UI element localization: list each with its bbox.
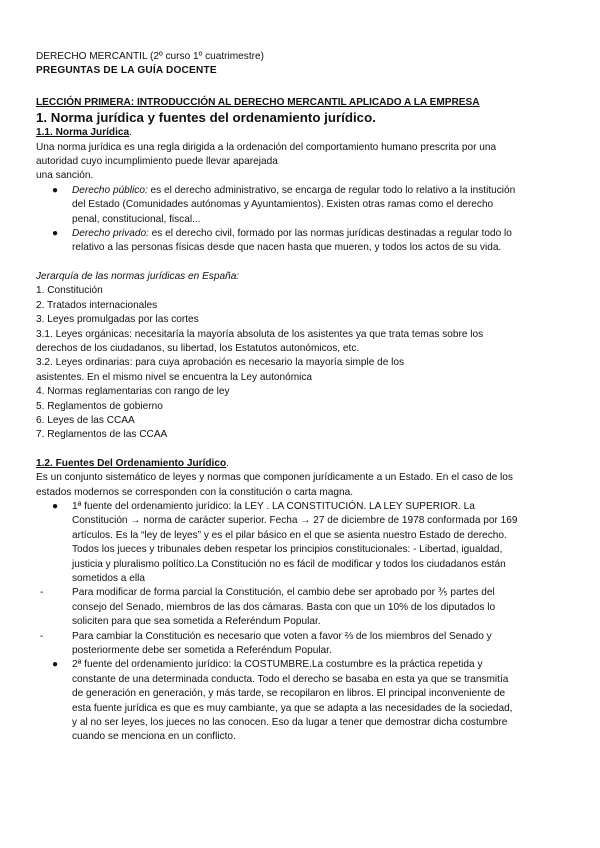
hierarchy-line: 3.1. Leyes orgánicas: necesitaría la mayoría absoluta de los asistentes ya que trata temas sobre los (36, 328, 484, 340)
list-item: - Para modificar de forma parcial la Constitución, el cambio debe ser aprobado por ⅗ partes del consejo del Senado, miembros de las dos cámaras. Basta con que un 10% de los diputados lo soliciten para que sea sometida a Referéndum Popular. (40, 587, 496, 628)
dash-marker: - (40, 587, 44, 599)
law-types-list (36, 184, 572, 256)
bullet-marker: ● (52, 500, 59, 512)
list-item: ● Derecho privado: es el derecho civil, formado por las normas jurídicas destinadas a regular todo lo relativo a las personas físicas desde que nacen hasta que mueren, y todos los actos de su vida. (52, 228, 512, 254)
hierarchy-line: 2. Tratados internacionales (36, 299, 158, 311)
bullet-marker: ● (52, 228, 59, 240)
hierarchy-line: 7. Reglamentos de las CCAA (36, 429, 168, 441)
hierarchy-line: 6. Leyes de las CCAA (36, 414, 135, 426)
list-item: ● Derecho público: es el derecho administrativo, se encarga de regular todo lo relativo a la institución del Estado (Comunidades autónomas y Ayuntamientos). Existen otras ramas como el derecho penal, constitucional, fiscal... (52, 184, 516, 225)
subsection-1-1-heading: 1.1. Norma Jurídica. (36, 127, 132, 139)
subsection-1-1-title: 1.1. Norma Jurídica (36, 127, 130, 139)
list-item: ● 2ª fuente del ordenamiento jurídico: la COSTUMBRE.La costumbre es la práctica repetida y constante de una determinada conducta. Todo el derecho se basaba en esta ya que se transmitía de generación en generación, y más tarde, se recopilaron en libros. El principal inconveniente de esta fuente jurídica es que es muy cambiante, ya que se adapta a las necesidades de la sociedad, y al no ser leyes, los jueces no las conocen. Eso da lugar a tener que demostrar dicha costumbre cuando se menciona en un conflicto. (52, 659, 513, 743)
section-1-title: 1. Norma jurídica y fuentes del ordenamiento jurídico. (36, 110, 376, 126)
definition-text: Una norma jurídica es una regla dirigida a la ordenación del comportamiento humano prescrita por una (36, 141, 497, 153)
subsection-1-2-title: 1.2. Fuentes Del Ordenamiento Jurídico (36, 457, 227, 469)
hierarchy-line: 3.2. Leyes ordinarias: para cuya aprobación es necesario la mayoría simple de los (36, 357, 405, 369)
definition-text: autoridad cuyo incumplimiento puede llevar aparejada (36, 156, 278, 168)
course-header: DERECHO MERCANTIL (2º curso 1º cuatrimestre) (36, 51, 264, 62)
hierarchy-line: 5. Reglamentos de gobierno (36, 400, 163, 412)
hierarchy-line: derechos de los ciudadanos, su libertad, los Estatutos autonómicos, etc. (36, 342, 360, 354)
hierarchy-line: 1. Constitución (36, 285, 103, 297)
hierarchy-line: 3. Leyes promulgadas por las cortes (36, 314, 199, 326)
intro-text: estados modernos se corresponden con la constitución o carta magna. (36, 486, 354, 498)
subsection-1-2-heading: 1.2. Fuentes Del Ordenamiento Jurídico. (36, 457, 229, 469)
hierarchy-title: Jerarquía de las normas jurídicas en España: (36, 270, 240, 282)
sources-list (36, 500, 572, 745)
list-item: ● 1ª fuente del ordenamiento jurídico: la LEY . LA CONSTITUCIÓN. LA LEY SUPERIOR. La Constitución → norma de carácter superior. Fecha → 27 de diciembre de 1978 conformada por 169 artículos. Es la “ley de leyes” y es el pilar básico en el que se asienta nuestro Estado de derecho. Todos los jueces y tribunales deben respetar los principios constitucionales: - Libertad, igualdad, justicia y pluralismo político.La Constitución no es fácil de modificar y todos los ciudadanos están sometidos a ella (52, 500, 518, 584)
dash-marker: - (40, 630, 44, 642)
definition-text: una sanción. (36, 170, 94, 182)
hierarchy-line: 4. Normas reglamentarias con rango de ley (36, 386, 230, 398)
bullet-marker: ● (52, 659, 59, 671)
lesson-title: LECCIÓN PRIMERA: INTRODUCCIÓN AL DERECHO MERCANTIL APLICADO A LA EMPRESA (36, 96, 480, 108)
intro-text: Es un conjunto sistemático de leyes y normas que componen jurídicamente a un Estado. En el caso de los (36, 472, 513, 484)
bullet-marker: ● (52, 184, 59, 196)
hierarchy-line: asistentes. En el mismo nivel se encuentra la Ley autonómica (36, 371, 313, 383)
guide-subtitle: PREGUNTAS DE LA GUÍA DOCENTE (36, 65, 217, 77)
list-item: - Para cambiar la Constitución es necesario que voten a favor ⅔ de los miembros del Senado y posteriormente debe ser sometida a Referéndum Popular. (40, 630, 492, 657)
